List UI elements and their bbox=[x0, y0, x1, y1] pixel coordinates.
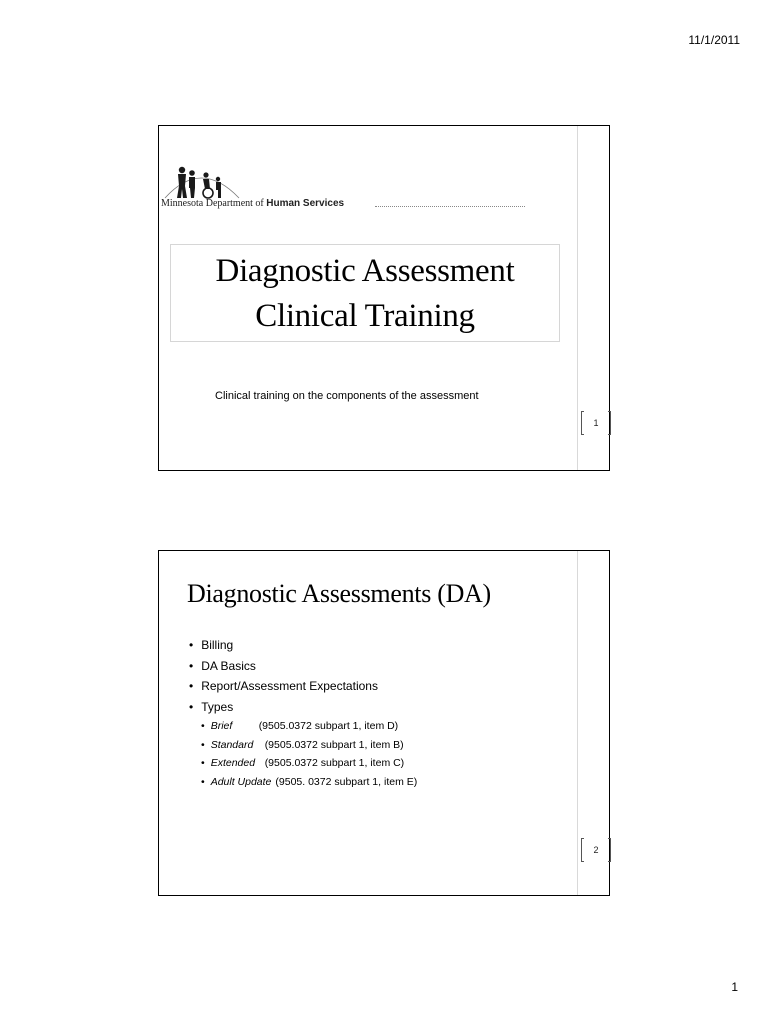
slide-2 bbox=[158, 550, 610, 896]
type-extended: • Extended (9505.0372 subpart 1, item C) bbox=[201, 754, 417, 773]
slide-2-title: Diagnostic Assessments (DA) bbox=[187, 579, 491, 608]
types-sublist bbox=[189, 717, 417, 791]
slide-side-strip bbox=[577, 126, 578, 470]
bullet-da-basics: • DA Basics bbox=[189, 656, 417, 677]
logo-rule bbox=[375, 206, 525, 207]
bullet-billing: • Billing bbox=[189, 635, 417, 656]
slide-1-title bbox=[170, 244, 560, 342]
slide-number-1: 1 bbox=[581, 412, 611, 434]
slide-1 bbox=[158, 125, 610, 471]
slide-side-strip bbox=[577, 551, 578, 895]
type-standard: • Standard (9505.0372 subpart 1, item B) bbox=[201, 736, 417, 755]
bullet-report-expectations: • Report/Assessment Expectations bbox=[189, 676, 417, 697]
type-adult-update: • Adult Update (9505. 0372 subpart 1, item E) bbox=[201, 773, 417, 792]
bullet-types: • Types • Brief (9505.0372 subpart 1, item D) • Standard (9505.0372 subpart 1, item B) • Extended (9505.0372 subpart 1, item C) • Adult Update (9505. 0372 subpart 1, item E) bbox=[189, 697, 417, 792]
logo-wordmark: Minnesota Department of Human Services bbox=[161, 198, 345, 209]
title-line-2: Clinical Training bbox=[255, 298, 475, 334]
page-number: 1 bbox=[731, 980, 738, 994]
slide-number-2: 2 bbox=[581, 839, 611, 861]
type-brief: • Brief (9505.0372 subpart 1, item D) bbox=[201, 717, 417, 736]
title-line-1: Diagnostic Assessment bbox=[215, 253, 515, 289]
print-date: 11/1/2011 bbox=[688, 33, 740, 47]
slide-1-subtitle: Clinical training on the components of the assessment bbox=[215, 390, 479, 402]
bullet-list bbox=[189, 635, 417, 791]
